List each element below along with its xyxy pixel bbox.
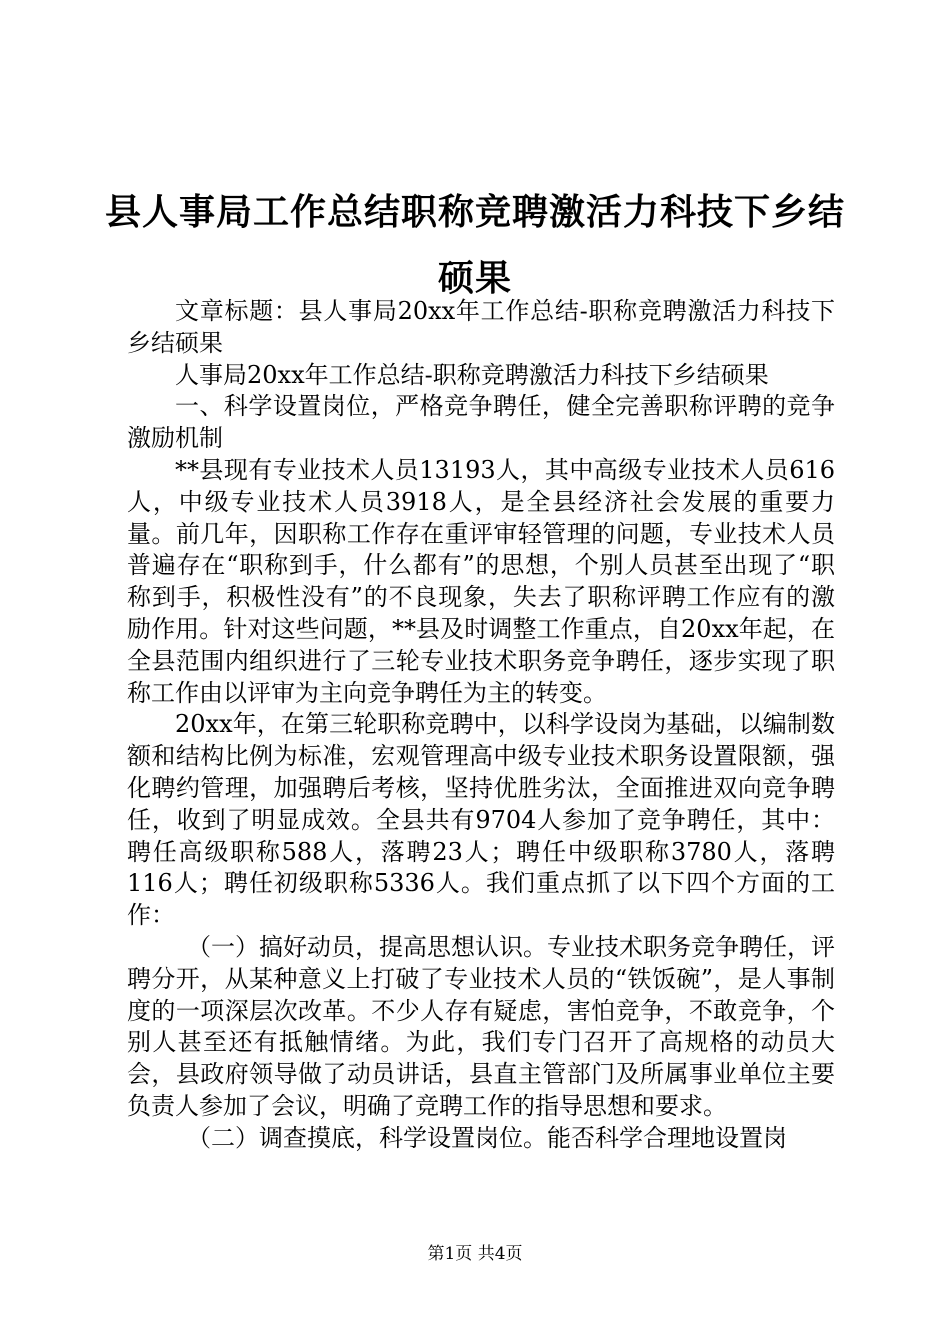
body-paragraph: **县现有专业技术人员13193人，其中高级专业技术人员616人，中级专业技术人员3918人，是全县经济社会发展的重要力量。前几年，因职称工作存在重评审轻管理的问题，专业技术人员普遍存在“职称到手，什么都有”的思想，个别人员甚至出现了“职称到手，积极性没有”的不良现象，失去了职称评聘工作应有的激励作用。针对这些问题，**县及时调整工作重点，自20xx年起，在全县范围内组织进行了三轮专业技术职务竞争聘任，逐步实现了职称工作由以评审为主向竞争聘任为主的转变。 [127, 455, 835, 707]
page-number-footer: 第1页 共4页 [427, 1244, 523, 1264]
article-title-line: 文章标题：县人事局20xx年工作总结-职称竞聘激活力科技下乡结硕果 [127, 297, 835, 357]
section-heading: 一、科学设置岗位，严格竞争聘任，健全完善职称评聘的竞争激励机制 [127, 392, 835, 453]
body-paragraph: 20xx年，在第三轮职称竞聘中，以科学设岗为基础，以编制数额和结构比例为标准，宏观管理高中级专业技术职务设置限额，强化聘约管理，加强聘后考核，坚持优胜劣汰，全面推进双向竞争聘任，收到了明显成效。全县共有9704人参加了竞争聘任，其中：聘任高级职称588人，落聘23人；聘任中级职称3780人，落聘116人；聘任初级职称5336人。我们重点抓了以下四个方面的工作： [127, 710, 835, 930]
document-title: 县人事局工作总结职称竞聘激活力科技下乡结硕果 [104, 192, 845, 299]
document-body [127, 296, 835, 1155]
subsection-paragraph: （二）调查摸底，科学设置岗位。能否科学合理地设置岗 [187, 1123, 787, 1152]
subtitle-line: 人事局20xx年工作总结-职称竞聘激活力科技下乡结硕果 [175, 360, 769, 389]
subsection-paragraph: （一）搞好动员，提高思想认识。专业技术职务竞争聘任，评聘分开，从某种意义上打破了专业技术人员的“铁饭碗”，是人事制度的一项深层次改革。不少人存有疑虑，害怕竞争，不敢竞争，个别人甚至还有抵触情绪。为此，我们专门召开了高规格的动员大会，县政府领导做了动员讲话，县直主管部门及所属事业单位主要负责人参加了会议，明确了竞聘工作的指导思想和要求。 [127, 932, 835, 1120]
